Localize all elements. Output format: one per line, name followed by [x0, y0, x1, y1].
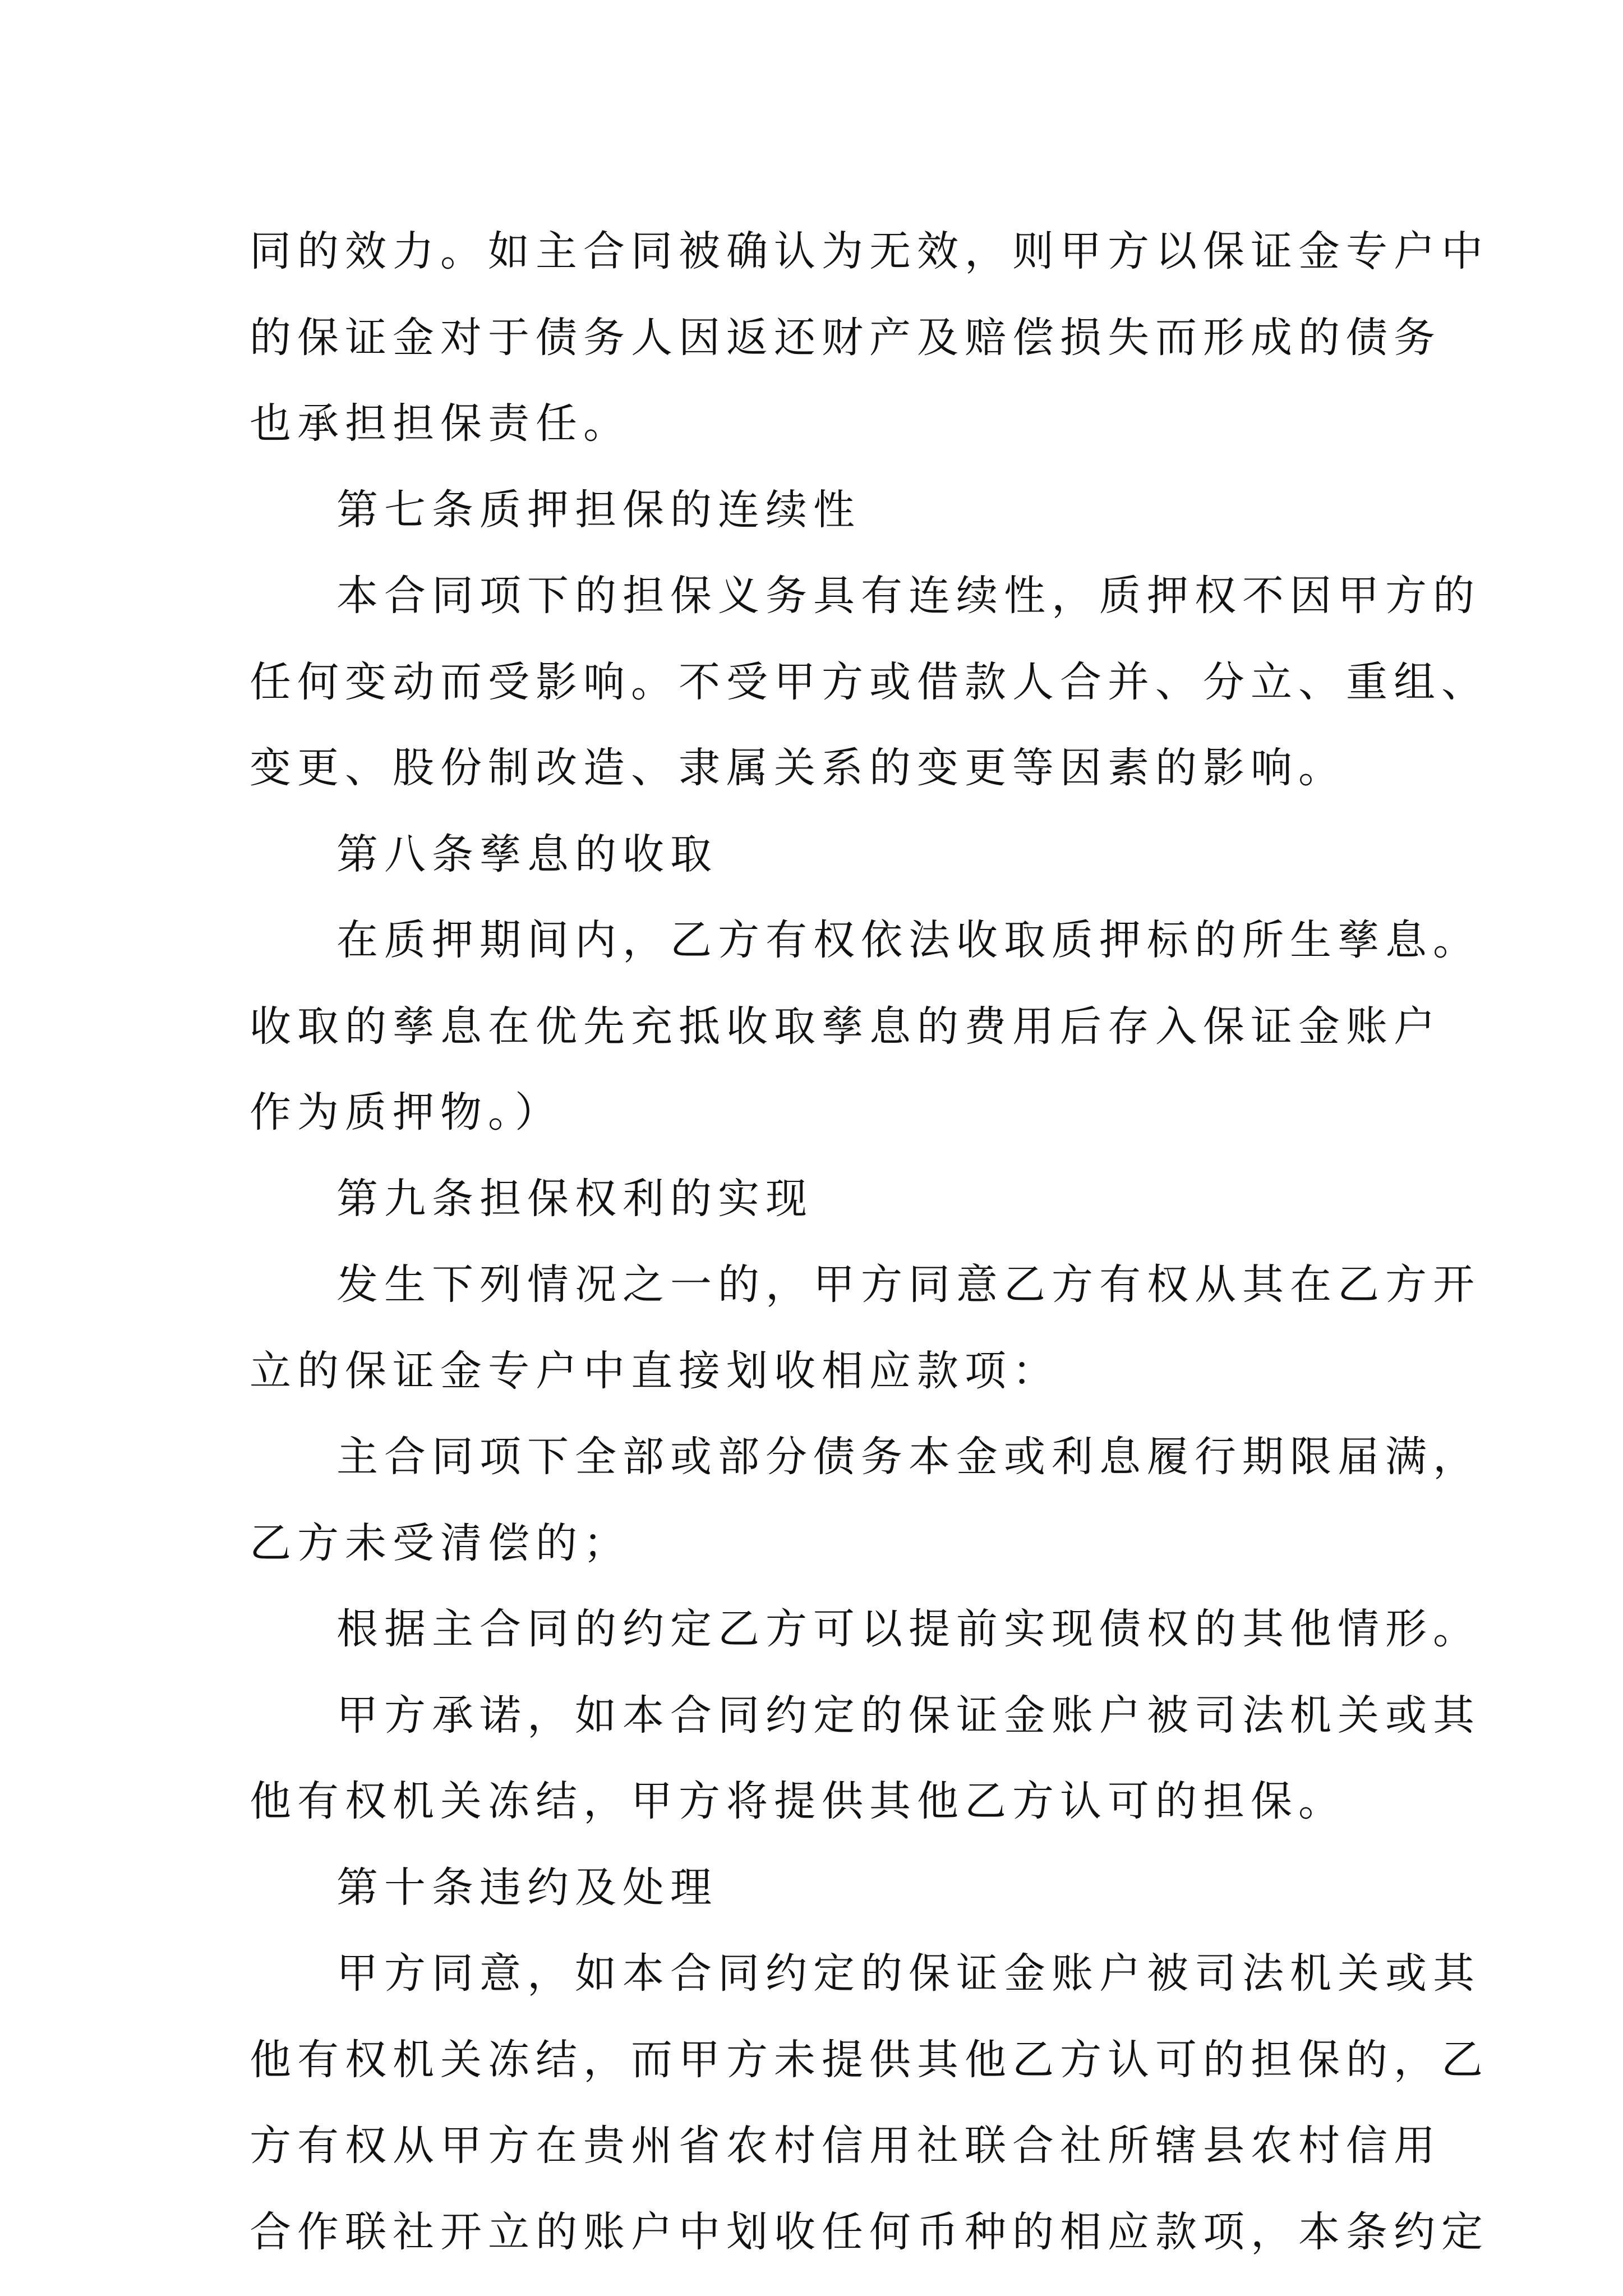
text-line: 甲方同意，如本合同约定的保证金账户被司法机关或其 [336, 1949, 1481, 1998]
section-heading: 第七条质押担保的连续性 [336, 485, 861, 534]
text-line: 主合同项下全部或部分债务本金或利息履行期限届满， [336, 1433, 1481, 1481]
text-line: 的保证金对于债务人因返还财产及赔偿损失而形成的债务 [250, 313, 1441, 362]
text-line: 也承担担保责任。 [250, 399, 631, 448]
text-line: 甲方承诺，如本合同约定的保证金账户被司法机关或其 [336, 1691, 1481, 1740]
text-line: 收取的孳息在优先充抵收取孳息的费用后存入保证金账户 [250, 1002, 1441, 1051]
section-heading: 第九条担保权利的实现 [336, 1174, 813, 1223]
section-heading: 第十条违约及处理 [336, 1863, 718, 1912]
text-line: 发生下列情况之一的，甲方同意乙方有权从其在乙方开 [336, 1260, 1481, 1309]
text-line: 立的保证金专户中直接划收相应款项： [250, 1346, 1060, 1395]
section-heading: 第八条孳息的收取 [336, 830, 718, 878]
text-line: 他有权机关冻结，而甲方未提供其他乙方认可的担保的，乙 [250, 2035, 1489, 2084]
text-line: 根据主合同的约定乙方可以提前实现债权的其他情形。 [336, 1605, 1481, 1653]
text-line: 本合同项下的担保义务具有连续性，质押权不因甲方的 [336, 572, 1481, 620]
text-line: 合作联社开立的账户中划收任何币种的相应款项，本条约定 [250, 2207, 1489, 2256]
text-line: 任何变动而受影响。不受甲方或借款人合并、分立、重组、 [250, 657, 1489, 706]
text-line: 他有权机关冻结，甲方将提供其他乙方认可的担保。 [250, 1777, 1346, 1825]
text-line: 作为质押物。） [250, 1088, 562, 1137]
document-body [250, 209, 1489, 2275]
text-line: 乙方未受清偿的； [250, 1519, 631, 1567]
text-line: 变更、股份制改造、隶属关系的变更等因素的影响。 [250, 744, 1346, 792]
text-line: 在质押期间内，乙方有权依法收取质押标的所生孳息。 [336, 916, 1481, 964]
text-line: 同的效力。如主合同被确认为无效，则甲方以保证金专户中 [250, 227, 1489, 275]
text-line: 方有权从甲方在贵州省农村信用社联合社所辖县农村信用 [250, 2122, 1441, 2170]
